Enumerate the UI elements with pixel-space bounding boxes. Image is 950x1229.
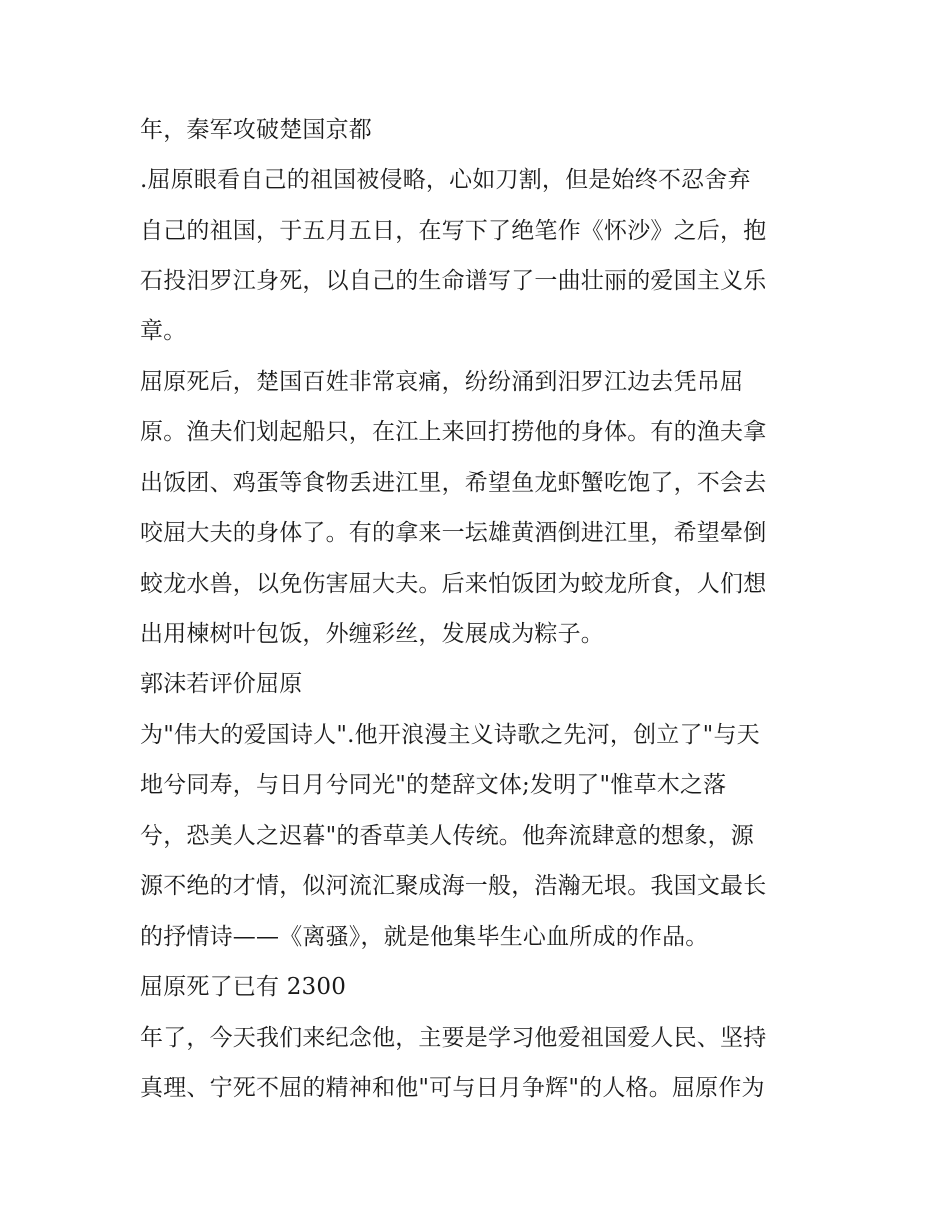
text-line: 地兮同寿，与日月兮同光"的楚辞文体;发明了"惟草木之落 (140, 772, 727, 798)
text-line: 屈原死后，楚国百姓非常哀痛，纷纷涌到汨罗江边去凭吊屈 (140, 369, 744, 395)
text-line: 年了，今天我们来纪念他，主要是学习他爱祖国爱人民、坚持 (140, 1025, 767, 1051)
text-line: 兮，恐美人之迟暮"的香草美人传统。他奔流肆意的想象，源 (140, 823, 754, 849)
text-line: 出用楝树叶包饭，外缠彩丝，发展成为粽子。 (140, 621, 604, 647)
text-line: 自己的祖国，于五月五日，在写下了绝笔作《怀沙》之后，抱 (140, 218, 767, 244)
text-line: 咬屈大夫的身体了。有的拿来一坛雄黄酒倒进江里，希望晕倒 (140, 520, 767, 546)
text-line: 的抒情诗——《离骚》，就是他集毕生心血所成的作品。 (140, 924, 709, 950)
text-line: 原。渔夫们划起船只，在江上来回打捞他的身体。有的渔夫拿 (140, 419, 767, 445)
text-line: 真理、宁死不屈的精神和他"可与日月争辉"的人格。屈原作为 (140, 1075, 765, 1101)
text-line: 年，秦军攻破楚国京都 (140, 117, 372, 143)
text-line: 蛟龙水兽，以免伤害屈大夫。后来怕饭团为蛟龙所食，人们想 (140, 571, 767, 597)
text-line: 郭沫若评价屈原 (140, 671, 303, 697)
text-line: 出饭团、鸡蛋等食物丢进江里，希望鱼龙虾蟹吃饱了，不会去 (140, 470, 767, 496)
text-line: 屈原死了已有 2300 (140, 974, 347, 1000)
text-line: 章。 (140, 318, 187, 344)
text-line: .屈原眼看自己的祖国被侵略，心如刀割，但是始终不忍舍弃 (140, 167, 751, 193)
text-line: 源不绝的才情，似河流汇聚成海一般，浩瀚无垠。我国文最长 (140, 873, 767, 899)
text-line: 石投汨罗江身死，以自己的生命谱写了一曲壮丽的爱国主义乐 (140, 268, 767, 294)
text-line: 为"伟大的爱国诗人".他开浪漫主义诗歌之先河，创立了"与天 (140, 722, 760, 748)
